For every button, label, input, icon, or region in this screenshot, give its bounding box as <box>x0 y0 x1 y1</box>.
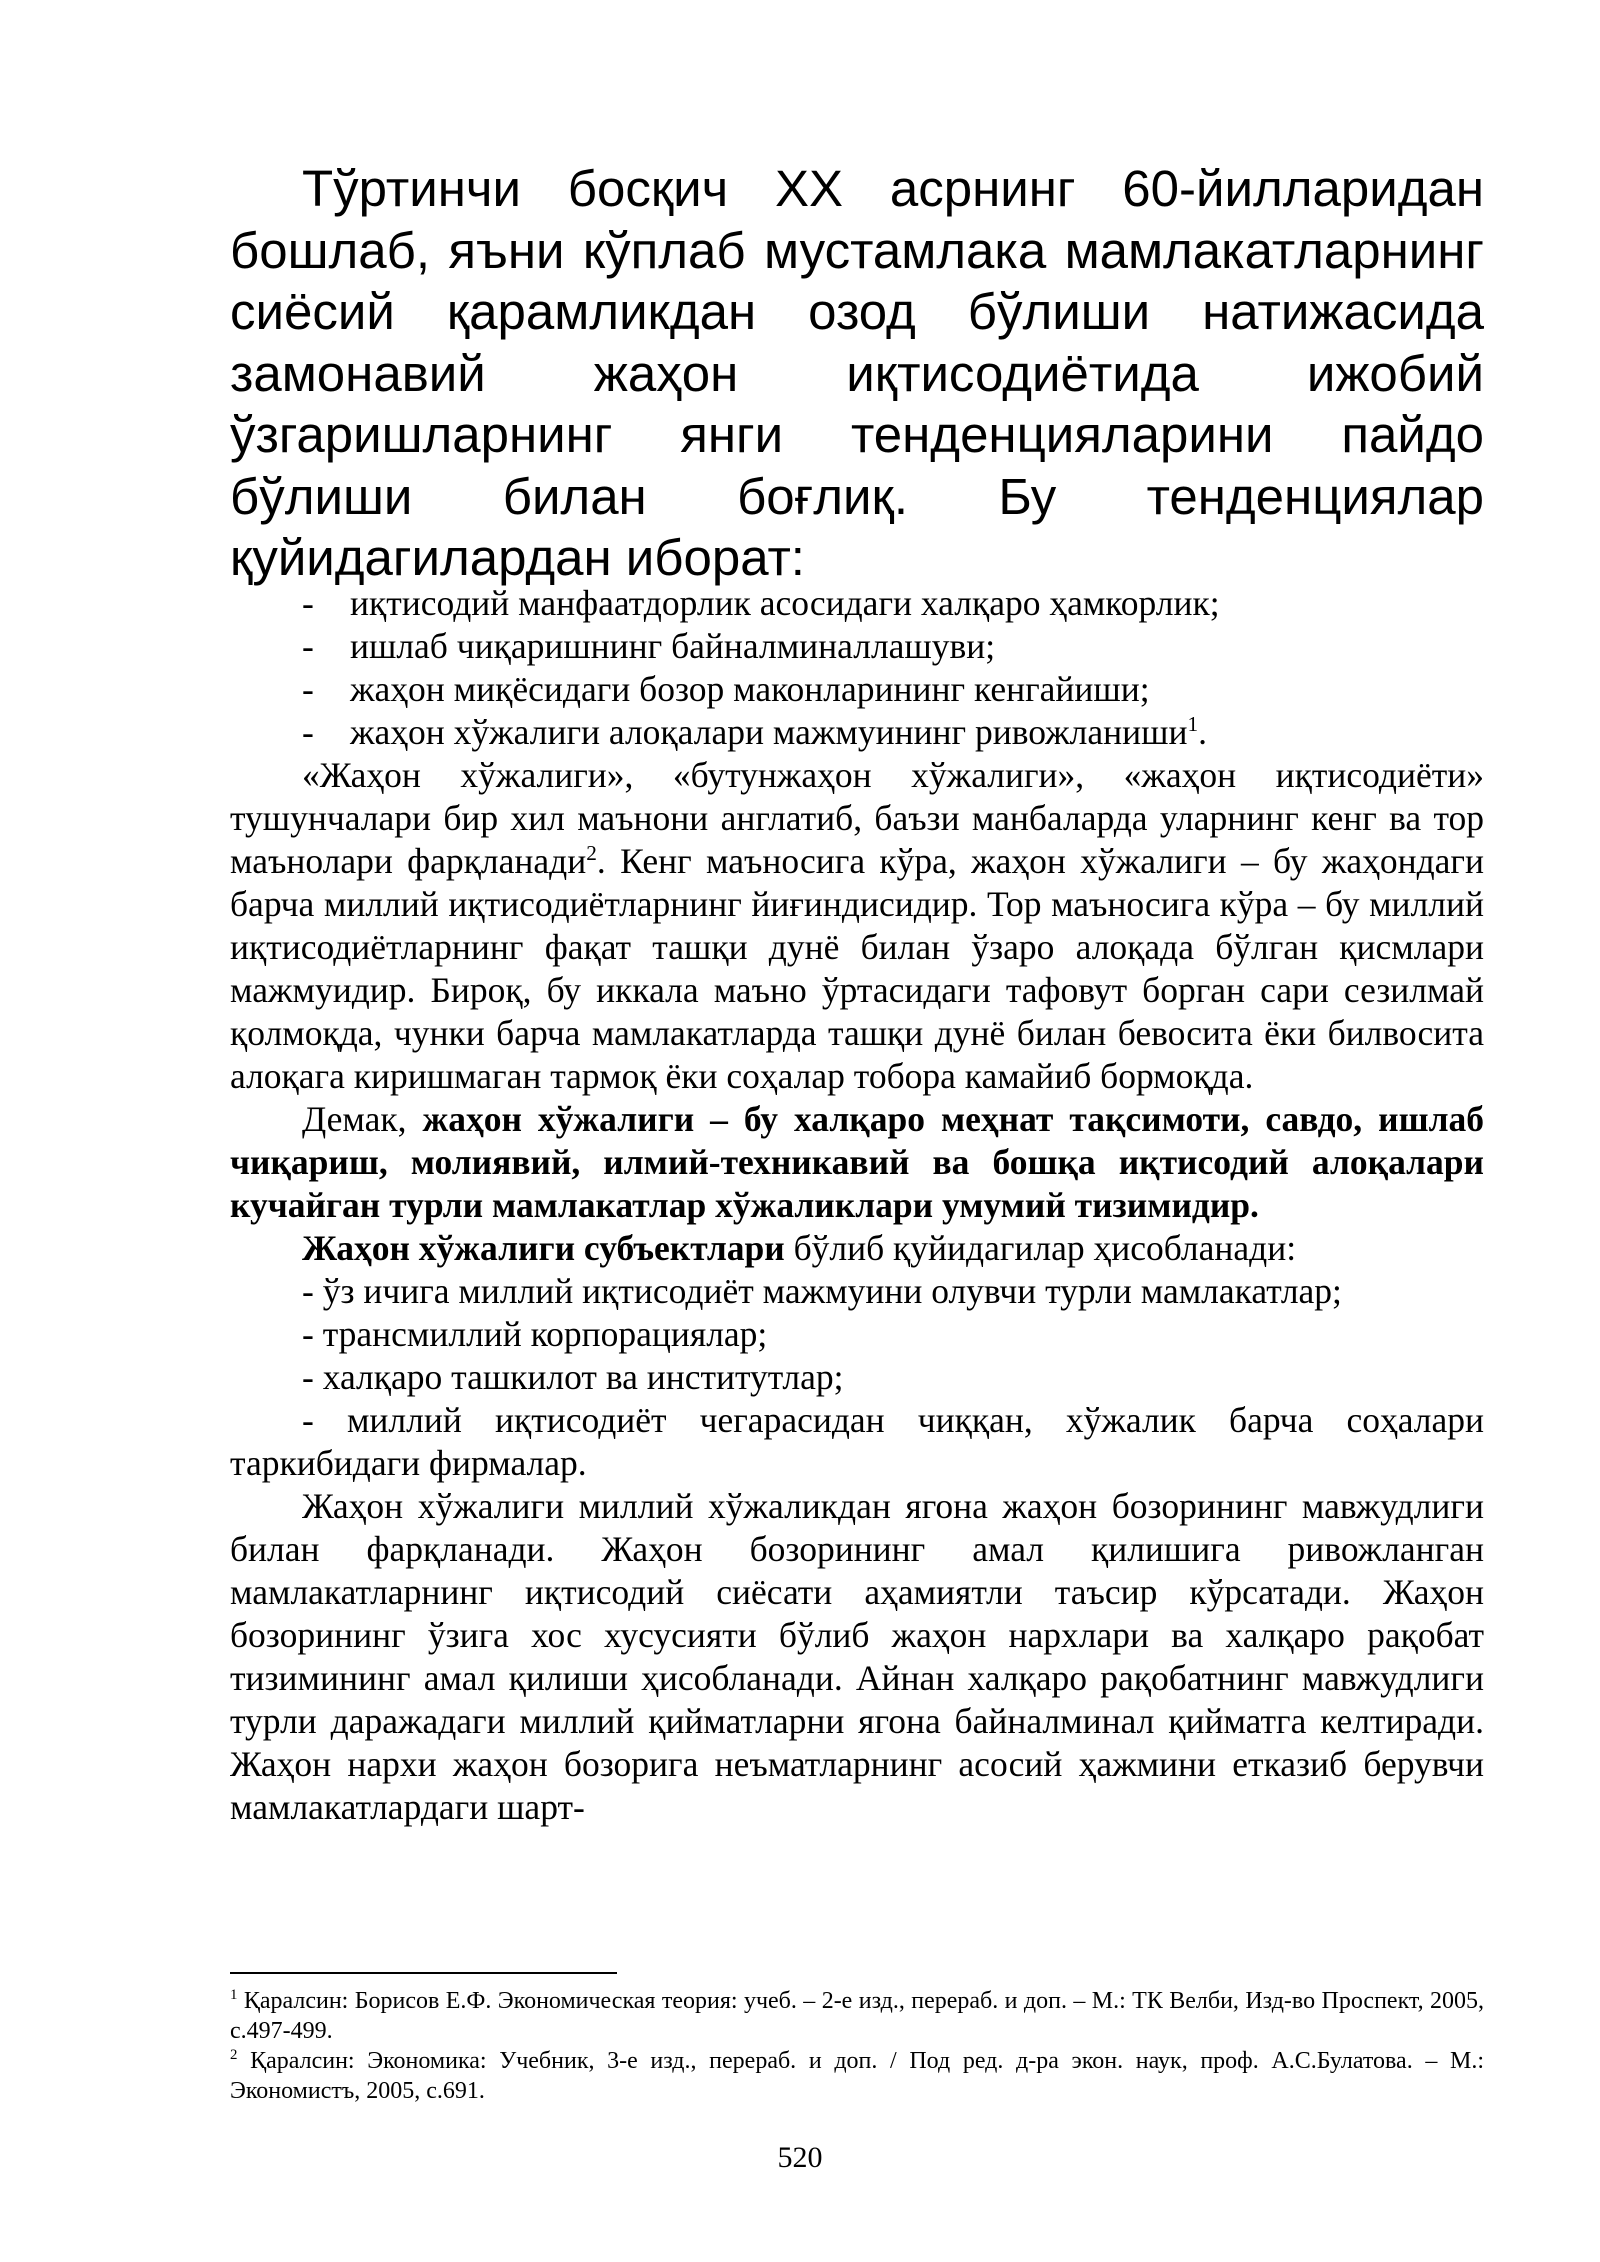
paragraph-world-market: Жаҳон хўжалиги миллий хўжаликдан ягона жаҳон бозорининг мавжудлиги билан фарқланади. Жаҳон бозорининг амал қилишига ривожланган мамлакатларнинг иқтисодий сиёсати аҳамиятли таъсир кўрсатади. Жаҳон бозорининг ўзига хос хусусияти бўлиб жаҳон нархлари ва халқаро рақобат тизимининг амал қилиши ҳисобланади. Айнан халқаро рақобатнинг мавжудлиги турли даражадаги миллий қийматларни ягона байналминал қийматга келтиради. Жаҳон нархи жаҳон бозорига неъматларнинг асосий ҳажмини етказиб берувчи мамлакатлардаги шарт- <box>230 1486 1484 1827</box>
footnote-text: Қаралсин: Борисов Е.Ф. Экономическая теория: учеб. – 2-е изд., перераб. и доп. – М.: ТК Велби, Изд-во Проспект, 2005, с.497-499. <box>230 1988 1484 2044</box>
footnote-ref-2[interactable]: 2 <box>586 841 597 866</box>
list-item <box>230 711 1484 754</box>
paragraph-text: бўлиб қуйидагилар ҳисобланади: <box>784 1228 1297 1268</box>
list-item-end: . <box>1198 712 1207 752</box>
footnote-ref-1[interactable]: 1 <box>1187 712 1199 737</box>
page-number: 520 <box>777 2141 823 2174</box>
footnotes <box>230 1986 1484 2106</box>
trends-list <box>230 582 1484 754</box>
dash-marker: - <box>302 583 314 623</box>
list-item <box>230 582 1484 625</box>
paragraph-conclusion <box>230 1098 1484 1227</box>
intro-paragraph: Тўртинчи босқич XX асрнинг 60-йилларидан бошлаб, яъни кўплаб мустамлака мамлакатларнинг сиёсий қарамликдан озод бўлиши натижасида замонавий жаҳон иқтисодиётида ижобий ўзгаришларнинг янги тенденцияларини пайдо бўлиши билан боғлиқ. Бу тенденциялар қуйидагилардан иборат: <box>230 160 1484 586</box>
dash-marker: - <box>302 669 314 709</box>
dash-marker: - <box>302 712 314 752</box>
footnote-2 <box>230 2046 1484 2106</box>
footnote-number: 2 <box>230 2047 238 2063</box>
body-text <box>230 582 1484 1829</box>
list-item-text: жаҳон хўжалиги алоқалари мажмуининг ривожланиши <box>350 712 1188 752</box>
subject-item: - ўз ичига миллий иқтисодиёт мажмуини олувчи турли мамлакатлар; <box>302 1271 1342 1311</box>
dash-marker: - <box>302 626 314 666</box>
list-item-text: ишлаб чиқаришнинг байналминаллашуви; <box>350 626 996 666</box>
footnote-text: Қаралсин: Экономика: Учебник, 3-е изд., перераб. и доп. / Под ред. д-ра экон. наук, проф. А.С.Булатова. – М.: Экономистъ, 2005, с.691. <box>230 2048 1484 2104</box>
bold-term: Жаҳон хўжалиги субъектлари <box>302 1228 785 1268</box>
list-item <box>230 668 1484 711</box>
bold-definition: жаҳон хўжалиги – бу халқаро меҳнат тақсимоти, савдо, ишлаб чиқариш, молиявий, илмий-техникавий ва бошқа иқтисодий алоқалари кучайган турли мамлакатлар хўжаликлари умумий тизимидир. <box>230 1099 1484 1225</box>
list-item <box>230 625 1484 668</box>
subject-item: - трансмиллий корпорациялар; <box>302 1314 768 1354</box>
footnote-1 <box>230 1986 1484 2046</box>
subject-item: - халқаро ташкилот ва институтлар; <box>302 1357 844 1397</box>
paragraph-lead: Демак, <box>302 1099 423 1139</box>
paragraph-subjects-intro <box>230 1227 1484 1270</box>
paragraph-text: . Кенг маъносига кўра, жаҳон хўжалиги – бу жаҳондаги барча миллий иқтисодиётларнинг йиғиндисидир. Тор маъносига кўра – бу миллий иқтисодиётларнинг фақат ташқи дунё билан ўзаро алоқада бўлган қисмлари мажмуидир. Бироқ, бу иккала маъно ўртасидаги тафовут борган сари сезилмай қолмоқда, чунки барча мамлакатларда ташқи дунё билан бевосита ёки билвосита алоқага киришмаган тармоқ ёки соҳалар тобора камайиб бормоқда. <box>230 841 1484 1096</box>
paragraph-text: «Жаҳон хўжалиги», «бутунжаҳон хўжалиги», «жаҳон иқтисодиёти» тушунчалари бир хил маънони англатиб, баъзи манбаларда уларнинг кенг ва тор маънолари фарқланади <box>230 755 1484 881</box>
footnote-number: 1 <box>230 1987 238 2003</box>
footnote-separator <box>230 1972 617 1974</box>
subject-item: - миллий иқтисодиёт чегарасидан чиққан, хўжалик барча соҳалари таркибидаги фирмалар. <box>230 1400 1484 1483</box>
paragraph-definitions <box>230 754 1484 1098</box>
list-item-text: жаҳон миқёсидаги бозор маконларининг кенгайиши; <box>350 669 1150 709</box>
list-item-text: иқтисодий манфаатдорлик асосидаги халқаро ҳамкорлик; <box>350 583 1220 623</box>
